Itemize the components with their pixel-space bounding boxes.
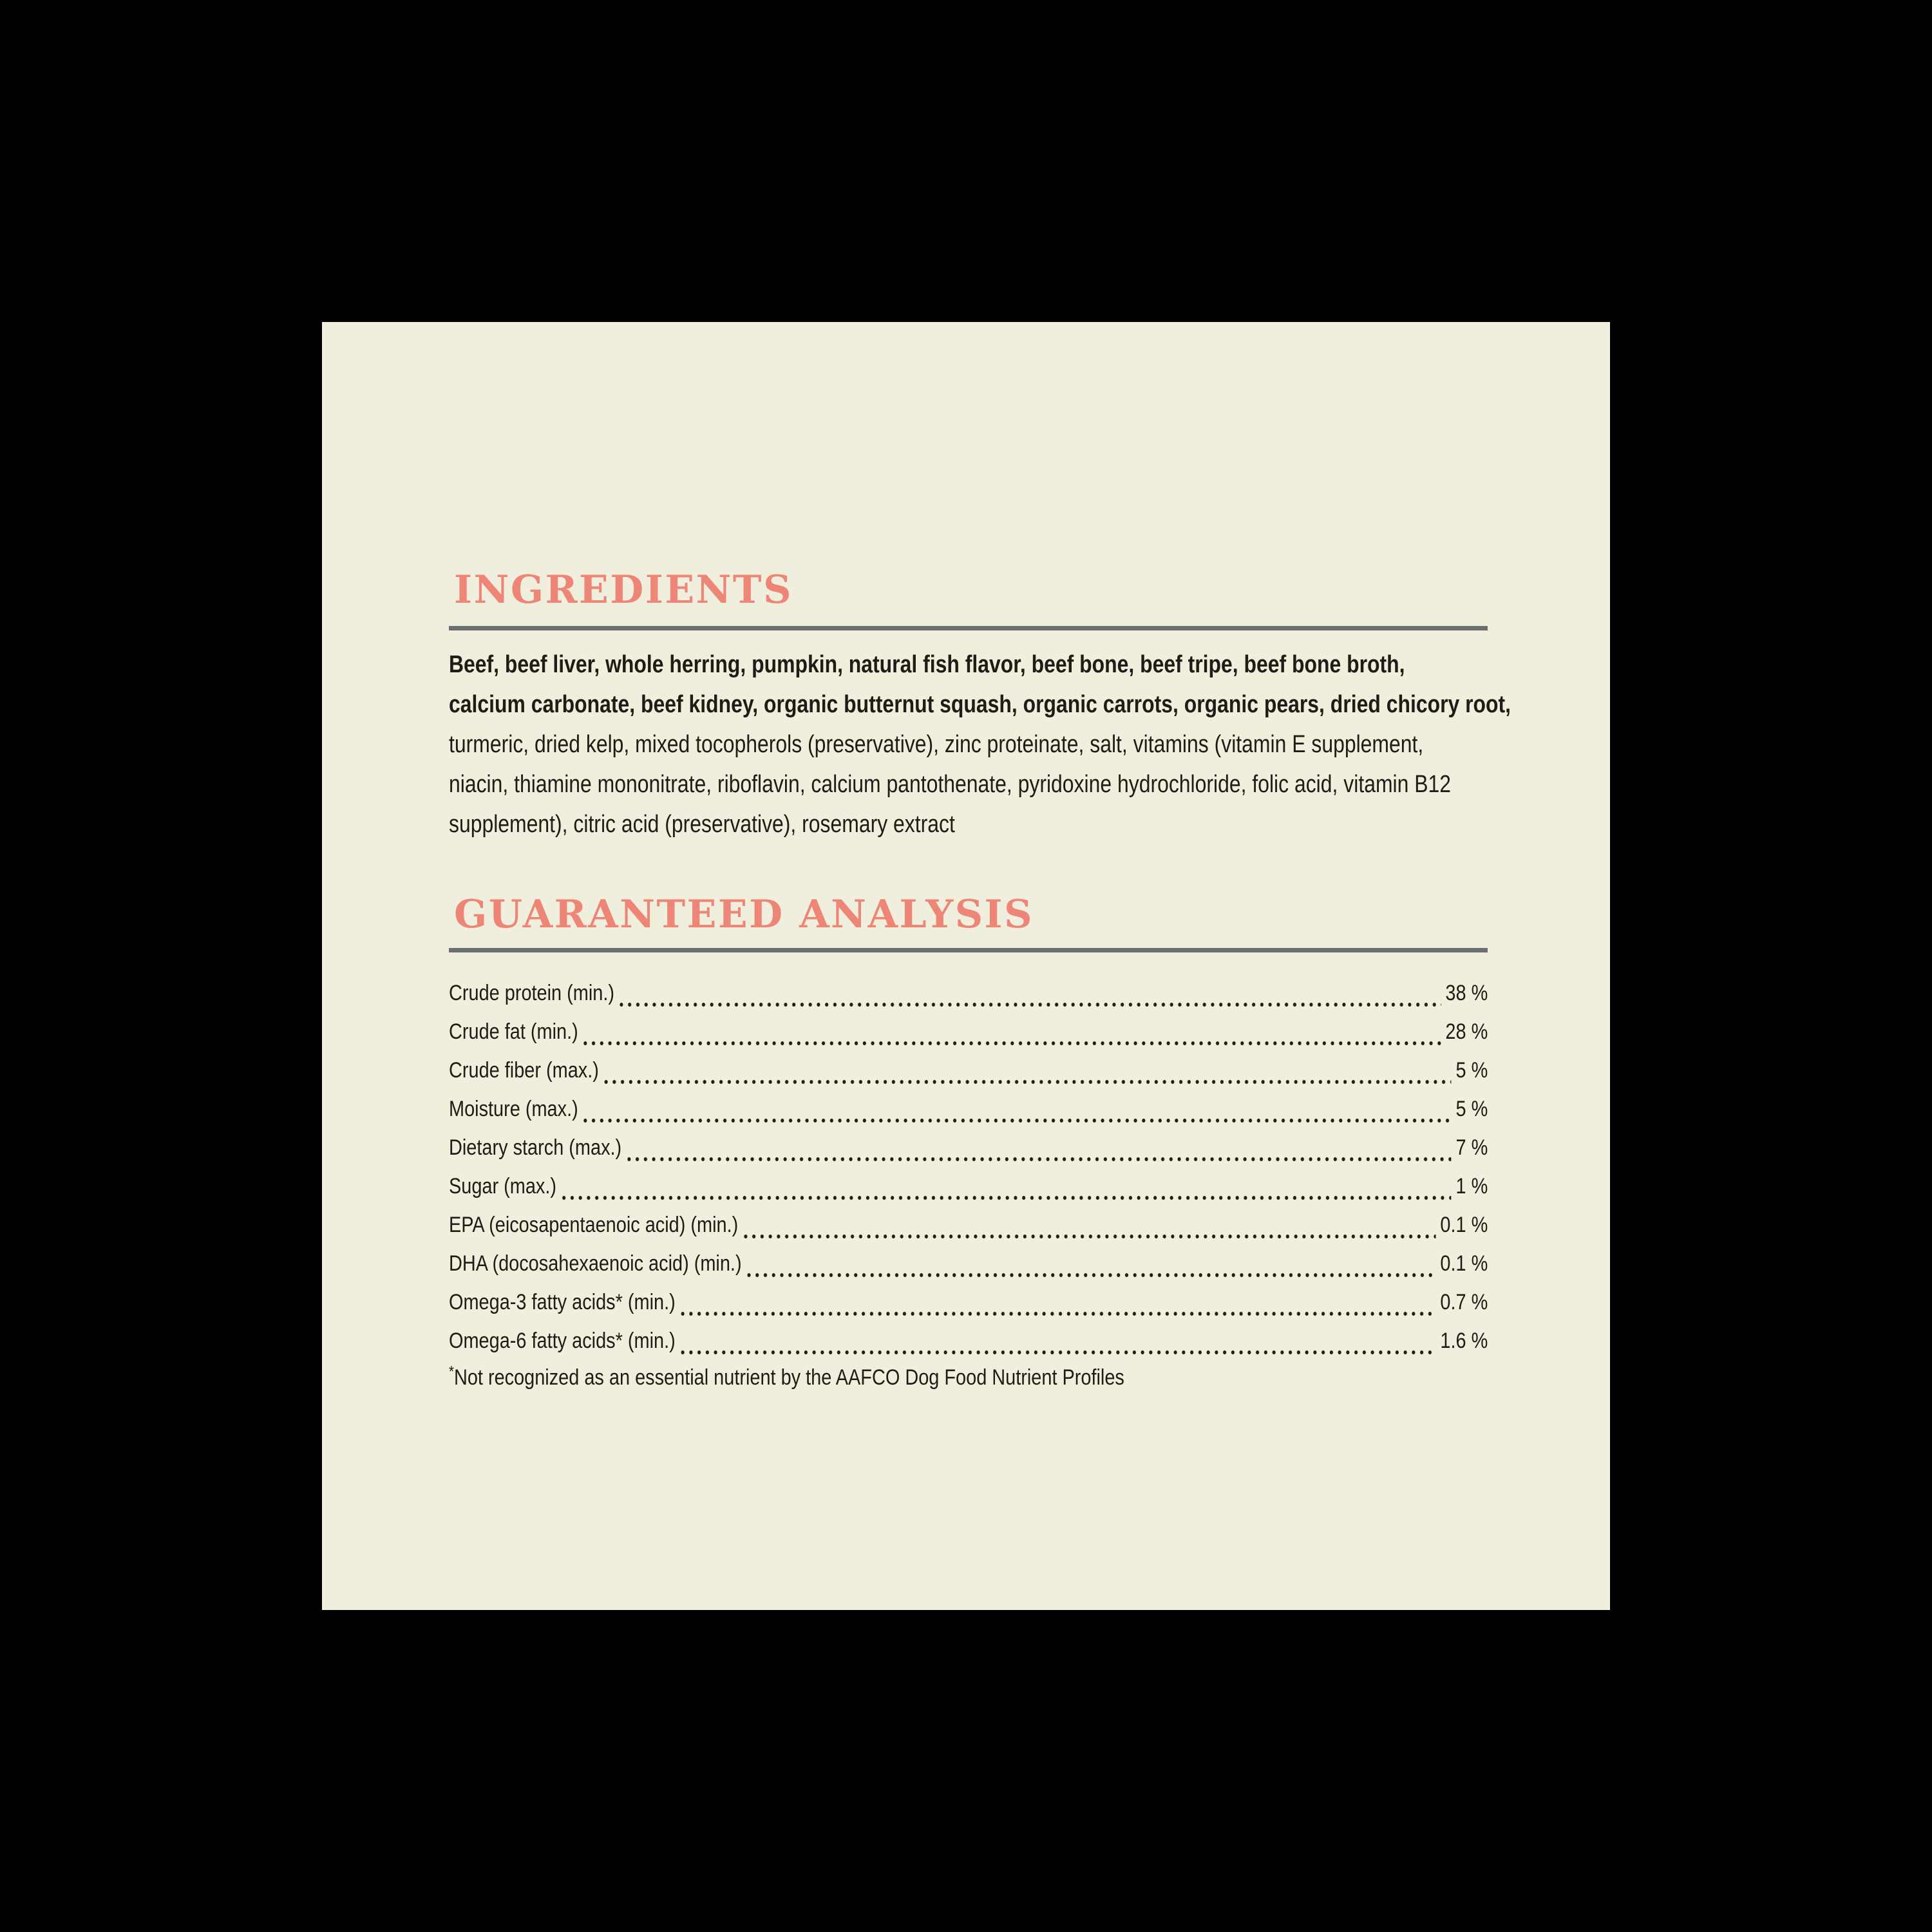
footnote-text: Not recognized as an essential nutrient by the AAFCO Dog Food Nutrient Profiles <box>453 1365 1124 1390</box>
row-value: 0.1 % <box>1440 1213 1488 1237</box>
ingredients-list <box>449 645 1511 844</box>
footnote-asterisk: * <box>449 1363 454 1381</box>
row-label: DHA (docosahexaenoic acid) (min.) <box>449 1251 742 1276</box>
table-row <box>449 1048 1488 1087</box>
dot-leader <box>620 976 1441 1010</box>
row-label: Sugar (max.) <box>449 1174 557 1198</box>
label-content <box>449 322 1511 1610</box>
table-row <box>449 1280 1488 1319</box>
table-row <box>449 1164 1488 1203</box>
guaranteed-analysis-section-title: GUARANTEED ANALYSIS <box>454 892 1034 937</box>
ingredients-line: turmeric, dried kelp, mixed tocopherols (preservative), zinc proteinate, salt, vitamins (vitamin E supplement, <box>449 731 1424 758</box>
row-value: 7 % <box>1455 1135 1488 1160</box>
dot-leader <box>747 1247 1436 1280</box>
row-label: EPA (eicosapentaenoic acid) (min.) <box>449 1213 739 1237</box>
row-value: 5 % <box>1455 1058 1488 1083</box>
label-panel <box>322 322 1610 1610</box>
dot-leader <box>681 1285 1435 1319</box>
guaranteed-analysis-table <box>449 971 1488 1358</box>
aafco-footnote <box>449 1363 1488 1392</box>
row-value: 28 % <box>1445 1019 1488 1044</box>
dot-leader <box>583 1092 1451 1126</box>
row-label: Dietary starch (max.) <box>449 1135 622 1160</box>
dot-leader <box>627 1131 1452 1164</box>
dot-leader <box>744 1208 1436 1242</box>
row-value: 38 % <box>1445 981 1488 1005</box>
row-value: 5 % <box>1455 1097 1488 1121</box>
row-value: 1.6 % <box>1440 1329 1488 1353</box>
dot-leader <box>604 1054 1451 1087</box>
ingredients-line: supplement), citric acid (preservative), rosemary extract <box>449 811 955 838</box>
ingredients-line: calcium carbonate, beef kidney, organic butternut squash, organic carrots, organic pears, dried chicory root, <box>449 691 1511 718</box>
ingredients-line: niacin, thiamine mononitrate, riboflavin, calcium pantothenate, pyridoxine hydrochloride, folic acid, vitamin B12 <box>449 771 1452 798</box>
table-row <box>449 1126 1488 1164</box>
row-label: Moisture (max.) <box>449 1097 578 1121</box>
table-row <box>449 1242 1488 1280</box>
ingredients-section-title: INGREDIENTS <box>454 567 793 612</box>
table-row <box>449 1319 1488 1358</box>
ingredients-line: Beef, beef liver, whole herring, pumpkin, natural fish flavor, beef bone, beef tripe, beef bone broth, <box>449 651 1405 678</box>
row-label: Crude fiber (max.) <box>449 1058 599 1083</box>
dot-leader <box>681 1324 1435 1358</box>
row-label: Crude fat (min.) <box>449 1019 578 1044</box>
table-row <box>449 1203 1488 1242</box>
row-value: 0.1 % <box>1440 1251 1488 1276</box>
row-label: Omega-6 fatty acids* (min.) <box>449 1329 676 1353</box>
row-value: 1 % <box>1455 1174 1488 1198</box>
dot-leader <box>583 1015 1441 1048</box>
row-value: 0.7 % <box>1440 1290 1488 1314</box>
table-row <box>449 1010 1488 1048</box>
ingredients-divider <box>449 626 1488 630</box>
guaranteed-analysis-divider <box>449 948 1488 952</box>
row-label: Omega-3 fatty acids* (min.) <box>449 1290 676 1314</box>
table-row <box>449 1087 1488 1126</box>
row-label: Crude protein (min.) <box>449 981 614 1005</box>
table-row <box>449 971 1488 1010</box>
dot-leader <box>562 1170 1452 1203</box>
